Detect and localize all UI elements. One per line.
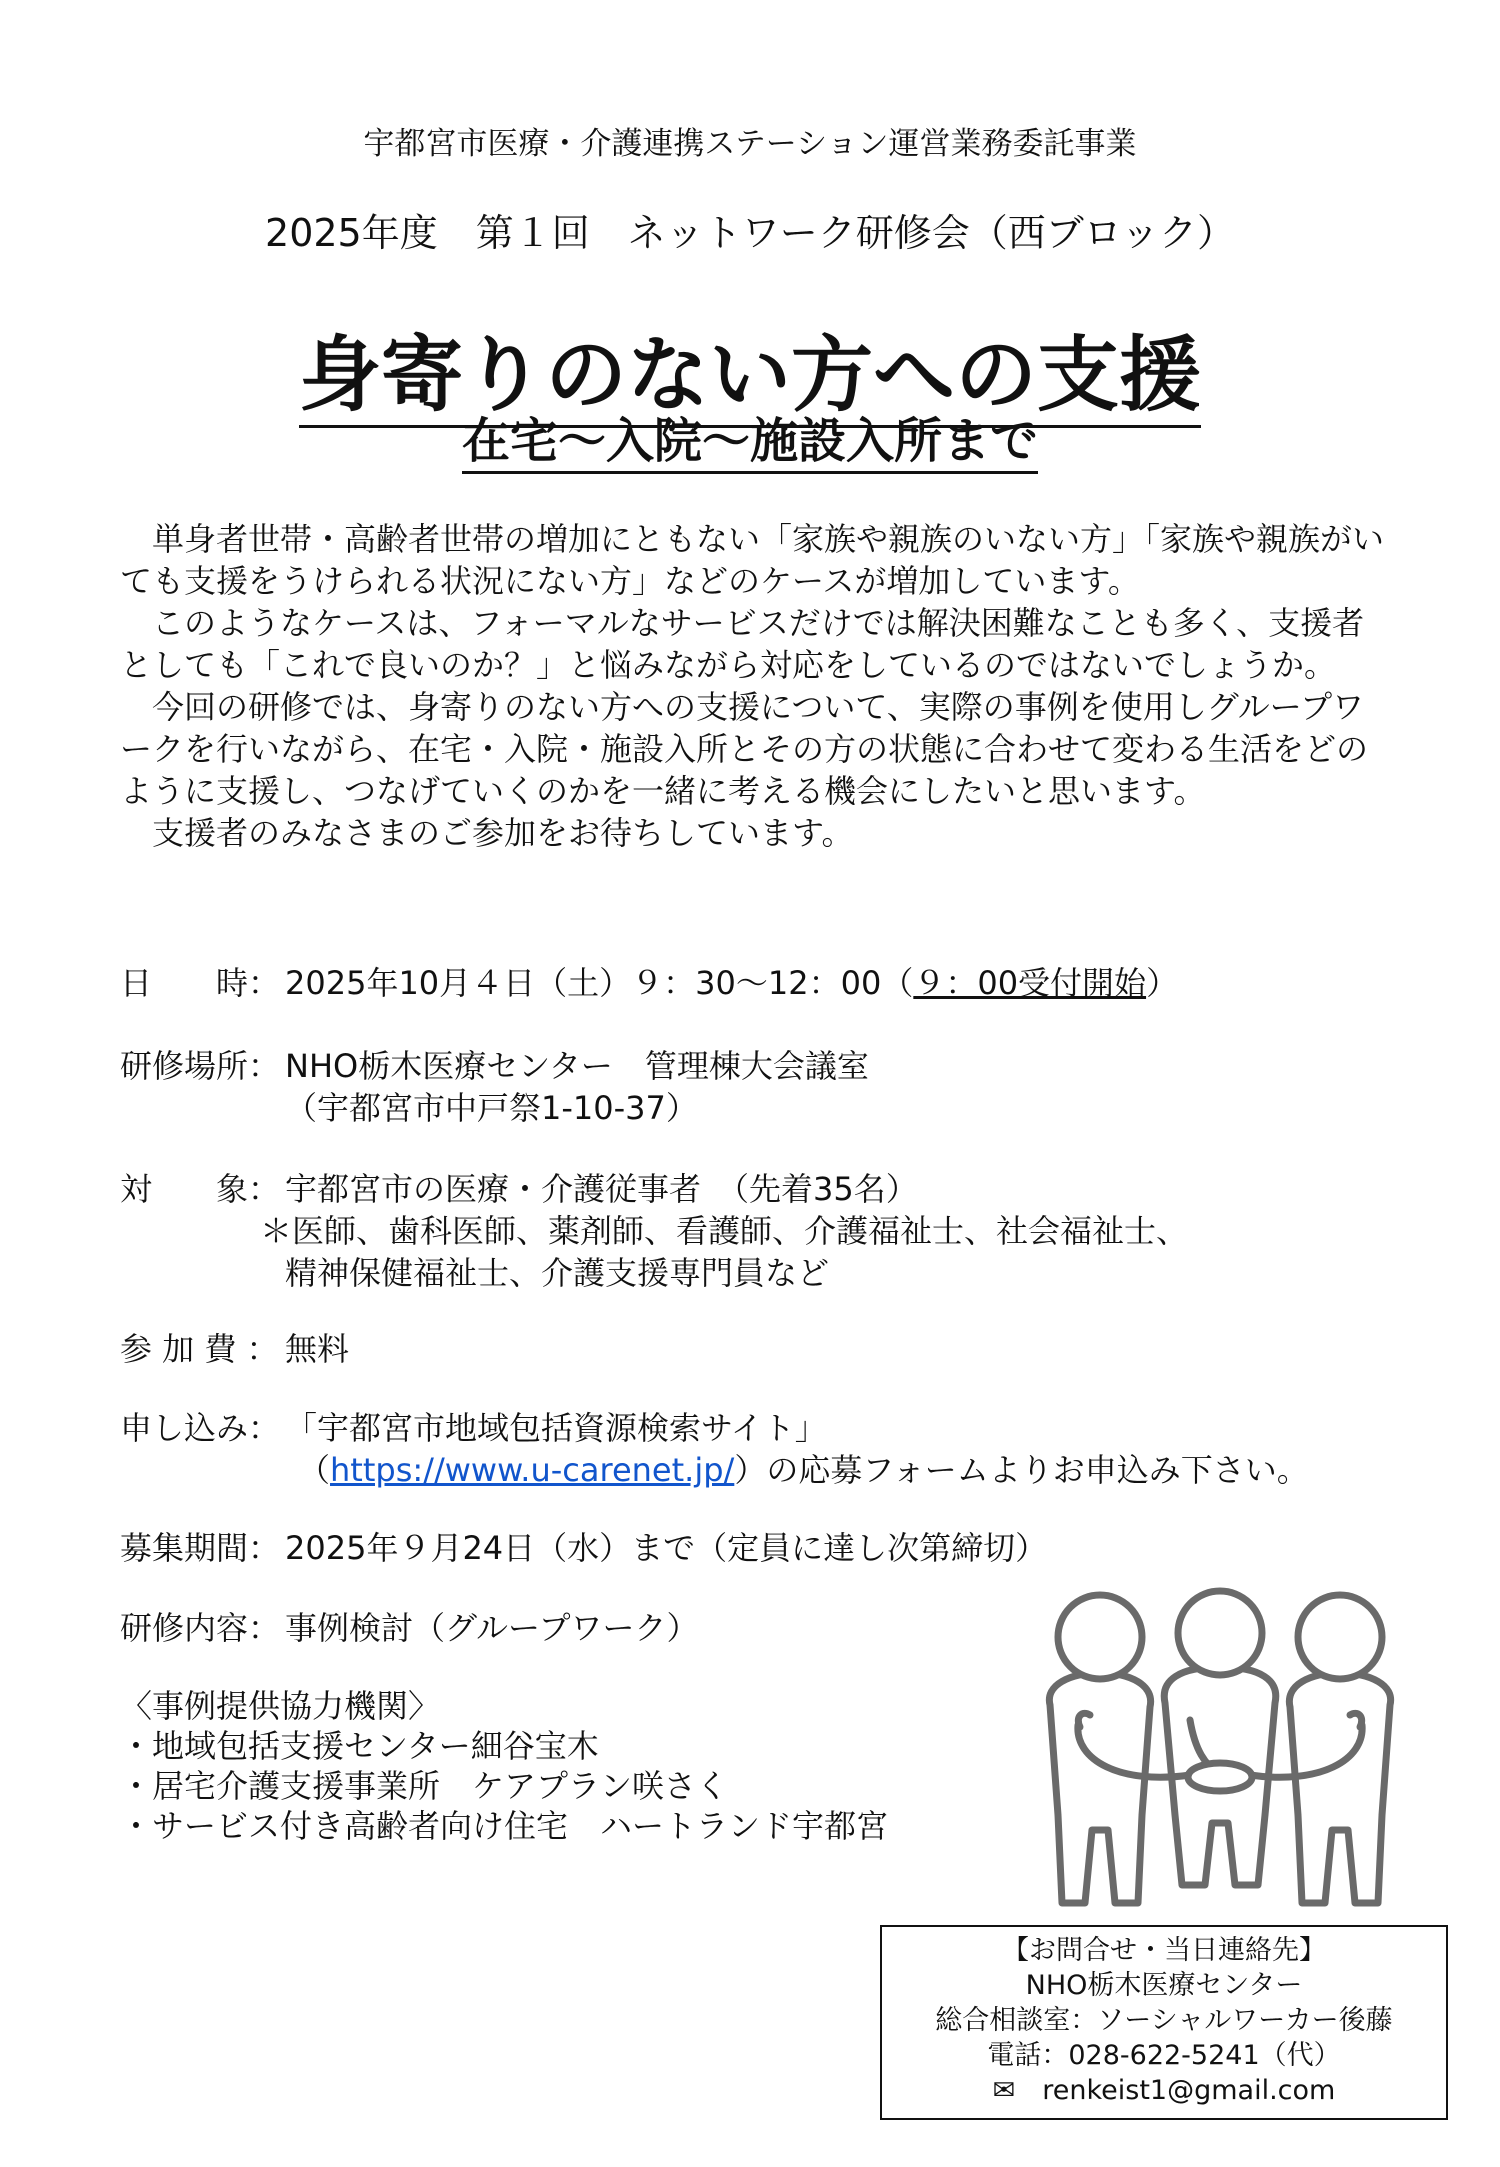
- content-row: [120, 1607, 698, 1649]
- intro-paragraph: 単身者世帯・高齢者世帯の増加にともない「家族や親族のいない方」「家族や親族がいても支援をうけられる状況にない方」などのケースが増加しています。: [120, 520, 1385, 600]
- target-label: 対 象：: [120, 1170, 281, 1208]
- target-note: ＊医師、歯科医師、薬剤師、看護師、介護福祉士、社会福祉士、: [260, 1212, 1189, 1250]
- contact-dept: 総合相談室：ソーシャルワーカー後藤: [935, 2005, 1393, 2036]
- venue-row: [120, 1045, 869, 1087]
- cooperation-item: ・サービス付き高齢者向け住宅 ハートランド宇都宮: [120, 1807, 889, 1845]
- datetime-close: ）: [1146, 964, 1179, 1002]
- venue-address: （宇都宮市中戸祭1-10-37）: [285, 1089, 698, 1127]
- fee-value: 無料: [285, 1330, 350, 1368]
- contact-org: NHO栃木医療センター: [1025, 1970, 1303, 2001]
- target-note: 精神保健福祉士、介護支援専門員など: [285, 1254, 830, 1292]
- intro-paragraph: 今回の研修では、身寄りのない方への支援について、実際の事例を使用しグループワークを行いながら、在宅・入院・施設入所とその方の状態に合わせて変わる生活をどのように支援し、つなげていくのかを一緒に考える機会にしたいと思います。: [120, 688, 1369, 810]
- intro-paragraph: このようなケースは、フォーマルなサービスだけでは解決困難なことも多く、支援者としても「これで良いのか？」と悩みながら対応をしているのではないでしょうか。: [120, 604, 1365, 684]
- organizer-line: 宇都宮市医療・介護連携ステーション運営業務委託事業: [363, 126, 1137, 162]
- cooperation-item: ・居宅介護支援事業所 ケアプラン咲さく: [120, 1767, 729, 1805]
- mail-icon: ✉: [992, 2075, 1016, 2106]
- cooperation-item: ・地域包括支援センター細谷宝木: [120, 1727, 599, 1765]
- reception-time: ９：00受付開始: [913, 964, 1147, 1002]
- page-subtitle: [0, 402, 1500, 471]
- venue-label: 研修場所：: [120, 1047, 281, 1085]
- target-value: 宇都宮市の医療・介護従事者 （先着35名）: [285, 1170, 918, 1208]
- datetime-label: 日 時：: [120, 964, 281, 1002]
- period-label: 募集期間：: [120, 1529, 281, 1567]
- apply-instructions: [120, 1449, 1309, 1491]
- contact-box: [880, 1925, 1448, 2120]
- apply-paren-open: （: [298, 1451, 331, 1489]
- content-value: 事例検討（グループワーク）: [285, 1609, 699, 1647]
- apply-value: 「宇都宮市地域包括資源検索サイト」: [285, 1409, 827, 1447]
- content-label: 研修内容：: [120, 1609, 281, 1647]
- event-name: 2025年度 第１回 ネットワーク研修会（西ブロック）: [265, 211, 1235, 255]
- period-value: 2025年９月24日（水）まで（定員に達し次第締切）: [285, 1529, 1048, 1567]
- subtitle-text: 在宅～入院～施設入所まで: [462, 413, 1038, 474]
- venue-value: NHO栃木医療センター 管理棟大会議室: [285, 1047, 869, 1085]
- apply-label: 申し込み：: [120, 1409, 281, 1447]
- target-row: [120, 1168, 918, 1210]
- fee-label: 参 加 費 ：: [120, 1330, 279, 1368]
- period-row: [120, 1527, 1047, 1569]
- contact-email[interactable]: renkeist1@gmail.com: [1042, 2075, 1336, 2106]
- datetime-value: 2025年10月４日（土）９：30～12：00（: [285, 964, 914, 1002]
- cooperation-heading: 〈事例提供協力機関〉: [120, 1687, 441, 1725]
- contact-tel: 電話：028-622-5241（代）: [987, 2040, 1341, 2071]
- apply-row: [120, 1407, 827, 1449]
- fee-row: [120, 1328, 349, 1370]
- title-text: 身寄りのない方への支援: [299, 328, 1201, 428]
- contact-heading: 【お問合せ・当日連絡先】: [1002, 1935, 1326, 1966]
- datetime-row: [120, 962, 1178, 1004]
- intro-text: [120, 518, 1390, 854]
- contact-email-row: [882, 2073, 1446, 2108]
- apply-rest: ）の応募フォームよりお申込み下さい。: [734, 1451, 1309, 1489]
- apply-link[interactable]: https://www.u-carenet.jp/: [330, 1451, 735, 1489]
- teamwork-illustration: [1030, 1585, 1410, 1915]
- intro-paragraph: 支援者のみなさまのご参加をお待ちしています。: [120, 814, 854, 852]
